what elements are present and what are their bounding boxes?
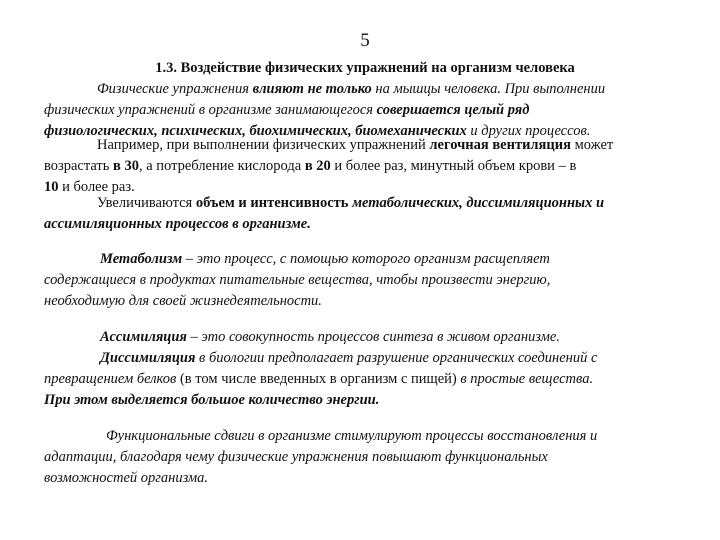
bold-text: объем и интенсивность (195, 195, 349, 211)
text-span: превращением белков (44, 371, 180, 387)
term-assimilation: Ассимиляция (100, 329, 187, 345)
paragraph-assimilation (44, 327, 684, 348)
emphasis-text: физиологических, психических, биохимических, биомеханических (44, 123, 467, 139)
emphasis-text: влияют не только (252, 81, 372, 97)
text-span: и более раз. (58, 179, 135, 195)
text-span: в простые вещества. (456, 371, 594, 387)
text-span: и более раз, минутный объем крови – в (330, 158, 577, 174)
bold-text: в 20 (304, 158, 331, 174)
text-span: (в том числе введенных в организм с пищей) (179, 371, 457, 387)
term-metabolism: Метаболизм (100, 251, 183, 267)
text-span: Например, при выполнении физических упражнений (97, 137, 430, 153)
paragraph-dissimilation (44, 348, 684, 411)
term-dissimilation: Диссимиляция (100, 350, 196, 366)
emphasis-text: При этом выделяется большое количество энергии. (44, 392, 380, 408)
paragraph-increase (44, 193, 684, 235)
section-title: 1.3. Воздействие физических упражнений на организм человека (155, 60, 575, 76)
text-span: Физические упражнения (97, 81, 253, 97)
text-span: , а потребление кислорода (138, 158, 305, 174)
text-span: возрастать (44, 158, 113, 174)
bold-text: в 30 (113, 158, 139, 174)
emphasis-text: совершается целый ряд (376, 102, 530, 118)
text-span: и других процессов. (466, 123, 591, 139)
paragraph-ventilation (44, 135, 684, 198)
emphasis-text: метаболических, диссимиляционных и (348, 195, 605, 211)
paragraph-intro (44, 79, 684, 142)
text-line: содержащиеся в продуктах питательные вещества, чтобы произвести энергию, (44, 272, 551, 288)
text-span: – это совокупность процессов синтеза в живом организме. (186, 329, 560, 345)
text-span: в биологии предполагает разрушение органических соединений с (195, 350, 598, 366)
text-span: физических упражнений в организме занимающегося (44, 102, 377, 118)
text-span: может (570, 137, 614, 153)
text-line: Функциональные сдвиги в организме стимулируют процессы восстановления и (106, 428, 598, 444)
bold-text: 10 (44, 179, 59, 195)
text-line: необходимую для своей жизнедеятельности. (44, 293, 322, 309)
page-number: 5 (360, 30, 370, 51)
text-line: возможностей организма. (44, 470, 209, 486)
text-span: – это процесс, с помощью которого организм расщепляет (182, 251, 550, 267)
bold-text: легочная вентиляция (429, 137, 571, 153)
emphasis-text: ассимиляционных процессов в организме. (44, 216, 311, 232)
text-span: Увеличиваются (97, 195, 196, 211)
text-span: на мышцы человека. При выполнении (371, 81, 606, 97)
paragraph-metabolism (44, 249, 684, 312)
text-line: адаптации, благодаря чему физические упражнения повышают функциональных (44, 449, 548, 465)
paragraph-functional-shifts (44, 426, 684, 489)
